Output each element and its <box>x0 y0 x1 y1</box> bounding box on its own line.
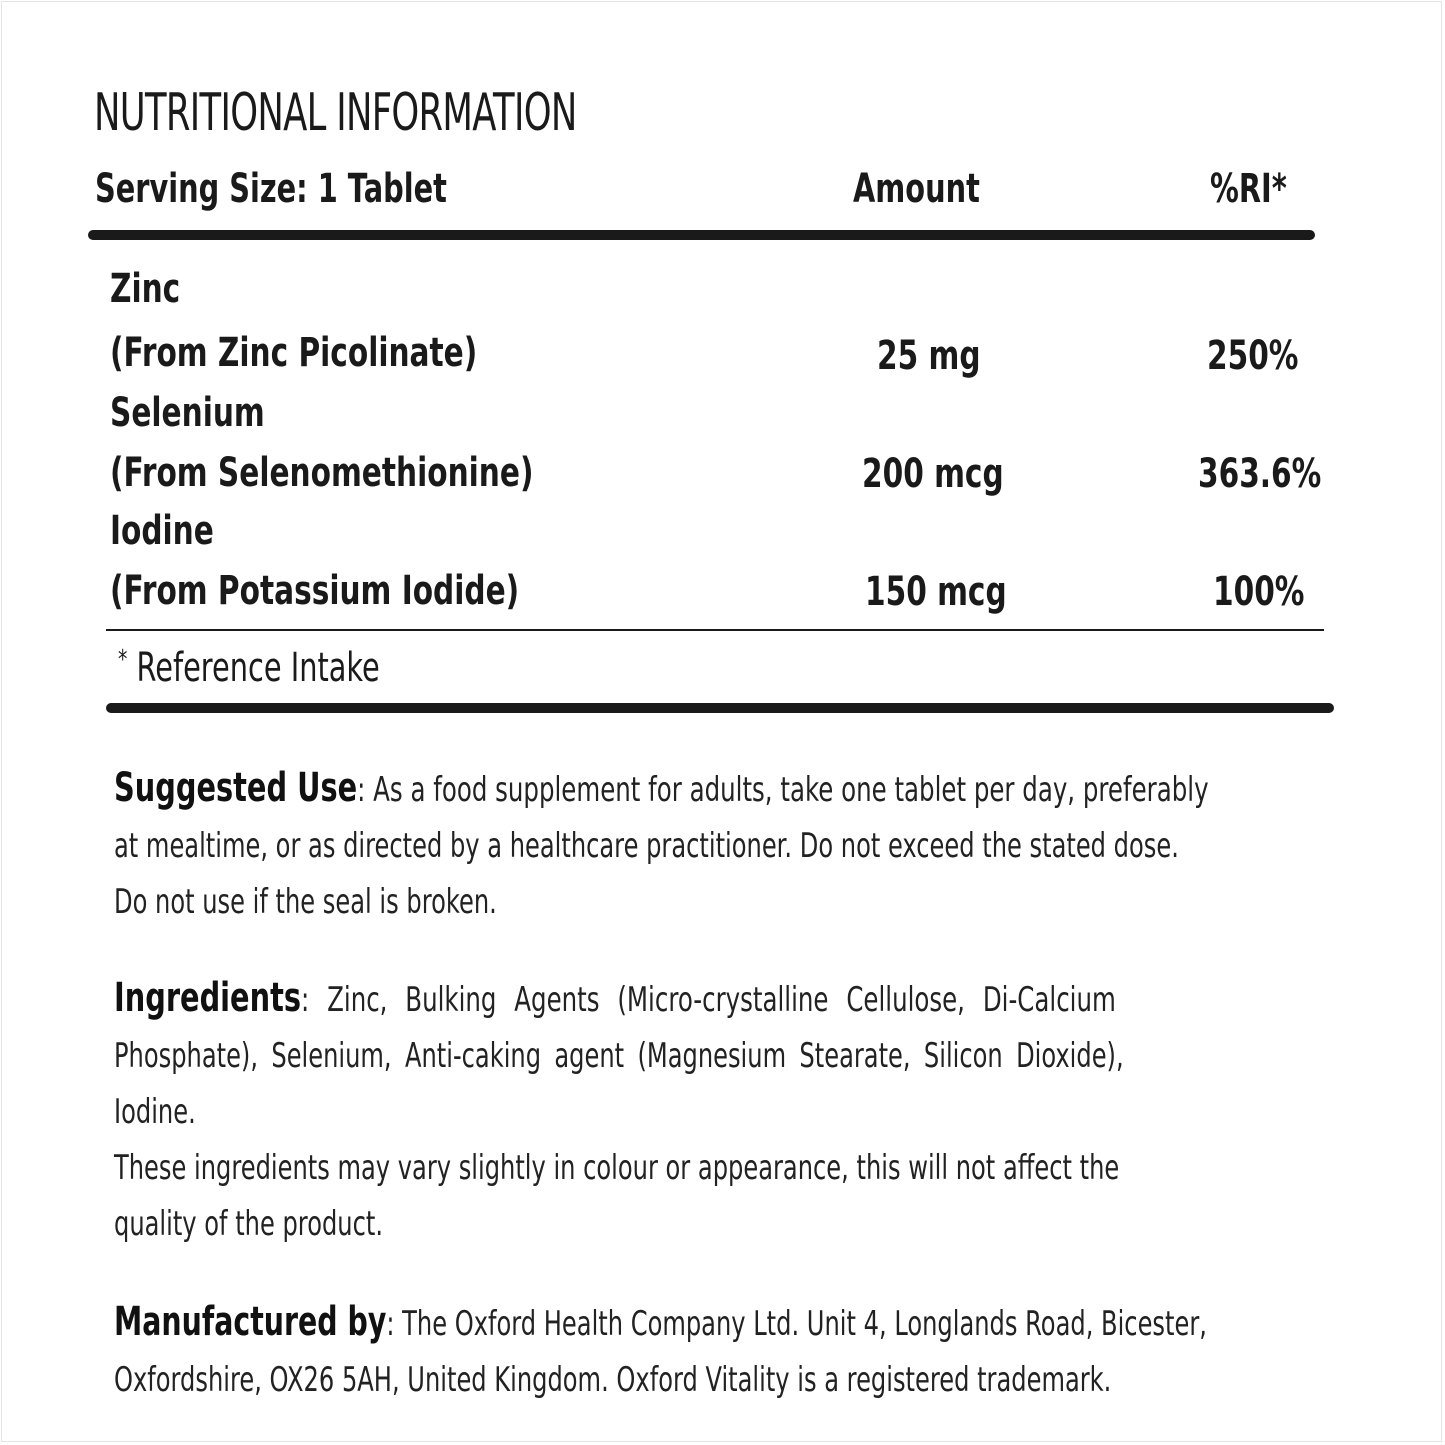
suggested-use-line: Do not use if the seal is broken. <box>114 882 497 922</box>
nutrient-source: (From Zinc Picolinate) <box>110 330 478 376</box>
ingredients-label: Ingredients <box>114 975 302 1021</box>
manufacturer-line: Oxfordshire, OX26 5AH, United Kingdom. Oxford Vitality is a registered trademark. <box>114 1360 1112 1400</box>
nutrient-name: Selenium <box>110 390 265 436</box>
ingredients-paragraph <box>114 970 1326 1252</box>
footnote-text: Reference Intake <box>136 645 380 691</box>
serving-size-header: Serving Size: 1 Tablet <box>95 166 447 212</box>
amount-header: Amount <box>853 166 980 212</box>
footnote-star: * <box>118 645 128 675</box>
manufacturer-line: : The Oxford Health Company Ltd. Unit 4, Longlands Road, Bicester, <box>386 1304 1207 1344</box>
footnote <box>118 645 380 691</box>
nutrient-ri: 250% <box>1207 333 1299 379</box>
nutrient-amount: 25 mg <box>877 333 981 379</box>
nutrient-amount: 150 mcg <box>865 569 1007 615</box>
suggested-use-label: Suggested Use <box>114 765 358 811</box>
nutrient-source: (From Selenomethionine) <box>110 450 534 496</box>
ingredients-line: : Zinc, Bulking Agents (Micro-crystalline Cellulose, Di-Calcium <box>301 980 1116 1020</box>
header-divider <box>88 230 1315 240</box>
nutrient-amount: 200 mcg <box>862 451 1004 497</box>
nutrient-name: Iodine <box>110 508 214 554</box>
nutrient-ri: 363.6% <box>1198 451 1322 497</box>
page-title: NUTRITIONAL INFORMATION <box>94 83 577 143</box>
nutrient-ri: 100% <box>1213 569 1305 615</box>
ingredients-line: Iodine. <box>114 1092 196 1132</box>
nutrient-source: (From Potassium Iodide) <box>110 568 520 614</box>
manufacturer-label: Manufactured by <box>114 1299 387 1345</box>
suggested-use-line: : As a food supplement for adults, take one tablet per day, preferably <box>357 770 1209 810</box>
ingredients-line: quality of the product. <box>114 1204 384 1244</box>
ingredients-line: These ingredients may vary slightly in colour or appearance, this will not affect the <box>114 1148 1120 1188</box>
section-divider <box>106 703 1334 713</box>
suggested-use-paragraph <box>114 760 1326 930</box>
ingredients-line: Phosphate), Selenium, Anti-caking agent (Magnesium Stearate, Silicon Dioxide), <box>114 1036 1124 1076</box>
table-bottom-divider <box>106 629 1324 631</box>
suggested-use-line: at mealtime, or as directed by a healthcare practitioner. Do not exceed the stated dose. <box>114 826 1179 866</box>
manufacturer-paragraph <box>114 1294 1326 1408</box>
ri-header: %RI* <box>1210 166 1287 212</box>
nutrient-name: Zinc <box>110 266 181 312</box>
